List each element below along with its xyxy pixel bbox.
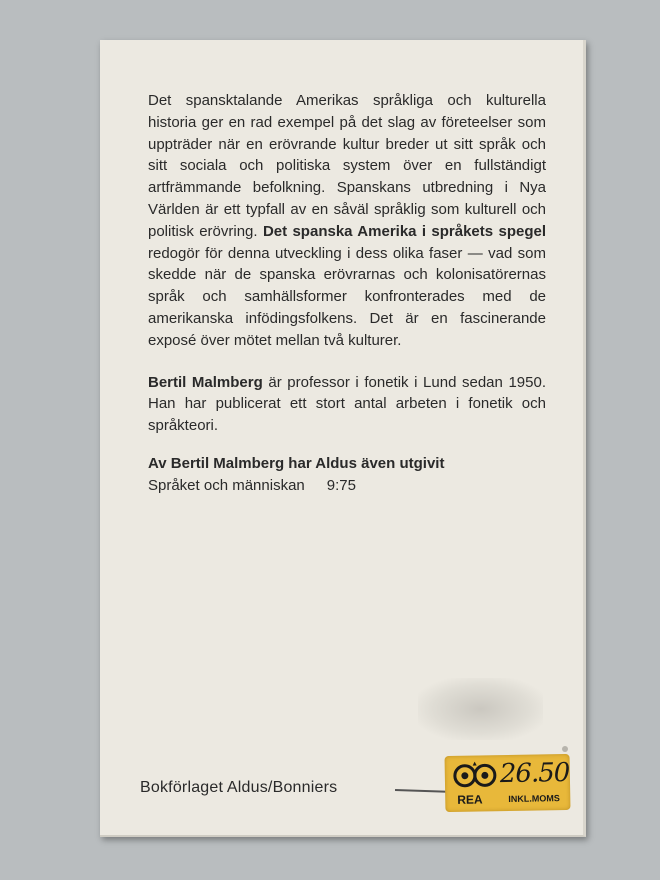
sticker-residue: [418, 678, 543, 740]
also-by-item: [148, 475, 546, 497]
book-title: Det spanska Amerika i språkets spegel: [262, 222, 546, 240]
book-back-cover: [100, 40, 586, 837]
also-by-title: Språket och människan: [148, 476, 305, 494]
price-sticker: [445, 754, 571, 812]
spot-mark: [562, 746, 568, 752]
description-text-1: Det spansktalande Amerikas språkliga och kulturella historia ger en rad exempel på det slag av företeelser som uppträder när en erövrande kultur breder ut sitt språk och sitt sociala och politiska system över en fullständigt artfrämmande befolkning. Spanskans utbredning i Nya Världen är ett typfall av en såväl språklig som kulturell och politisk erövring.: [148, 92, 546, 240]
handwritten-price: 26.50: [499, 757, 570, 790]
also-by-price: 9:75: [326, 476, 356, 494]
author-bio-text: är professor i fonetik i Lund sedan 1950. Han har publicerat ett stort antal arbeten i fonetik och språkteori.: [148, 373, 546, 435]
publisher-name: Bokförlaget Aldus/Bonniers: [140, 779, 338, 796]
owl-eyes-logo-icon: [453, 761, 497, 790]
sale-label: REA: [457, 792, 483, 807]
blurb: [148, 90, 546, 497]
also-by-heading: Av Bertil Malmberg har Aldus även utgivit: [148, 454, 445, 472]
author-name: Bertil Malmberg: [148, 373, 263, 391]
author-bio: [148, 372, 546, 437]
description-paragraph: [148, 90, 546, 352]
vat-label: INKL.MOMS: [508, 793, 560, 804]
description-text-2: redogör för denna utveckling i dess olika faser — vad som skedde när de spanska erövrarnas och kolonisatörernas språk och samhällsformer konfronterades med de amerikanska infödingsfolkens. Det är en fascinerande exposé över mötet mellan två kulturer.: [148, 244, 546, 349]
